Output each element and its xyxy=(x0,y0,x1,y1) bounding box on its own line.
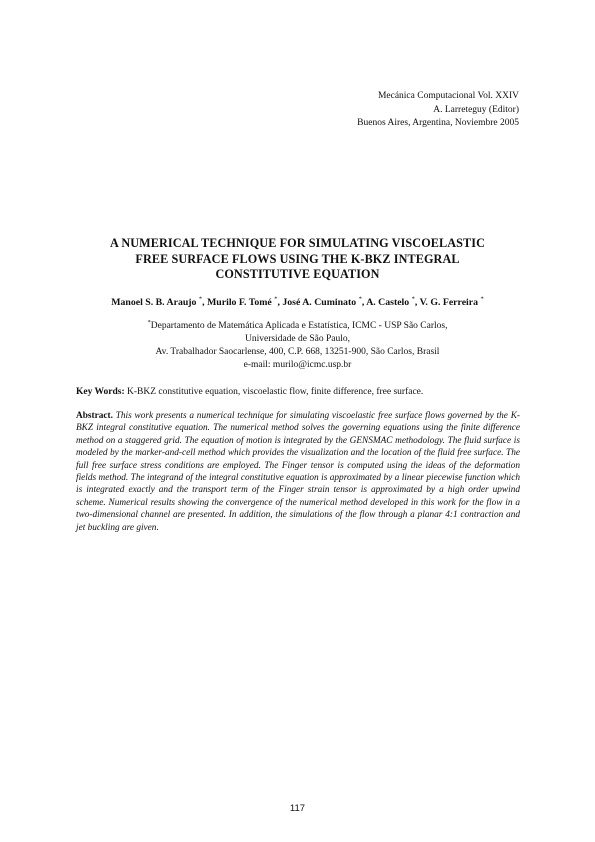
affiliation-mark: * xyxy=(147,318,151,326)
affiliation-university: Universidade de São Paulo, xyxy=(244,334,350,344)
title-line-2: FREE SURFACE FLOWS USING THE K-BKZ INTEGRAL xyxy=(135,251,460,266)
abstract-text: This work presents a numerical technique for simulating viscoelastic free surface flows governed by the K-BKZ integral constitutive equation. The numerical method solves the governing equations using the finite difference method on a staggered grid. The equation of motion is integrated by the GENSMAC methodology. The fluid surface is modeled by the marker-and-cell method which provides the visualization and the location of the fluid free surface. The full free surface stress conditions are employed. The Finger tensor is computed using the ideas of the deformation fields method. The integrand of the integral constitutive equation is approximated by a linear piecewise function which is integrated exactly and the transport term of the Finger strain tensor is approximated by a high order upwind scheme. Numerical results showing the convergence of the numerical method developed in this work for the flow in a two-dimensional channel are presented. In addition, the simulations of the flow through a planar 4:1 contraction and jet buckling are given. xyxy=(76,411,520,533)
keywords xyxy=(76,386,520,399)
journal-header xyxy=(357,90,519,131)
keywords-label: Key Words: xyxy=(76,387,125,397)
abstract-label: Abstract. xyxy=(76,411,113,421)
affiliation-line-1 xyxy=(70,320,525,333)
author-affiliation-mark: * xyxy=(411,295,415,303)
affiliation-address: Av. Trabalhador Saocarlense, 400, C.P. 668, 13251-900, São Carlos, Brasil xyxy=(155,347,440,357)
author-name: Murilo F. Tomé xyxy=(207,297,272,308)
author-affiliation-mark: * xyxy=(198,295,203,303)
affiliation-block xyxy=(70,320,525,372)
author-name: A. Castelo xyxy=(366,297,410,308)
author-affiliation-mark: * xyxy=(358,295,362,303)
abstract xyxy=(76,410,520,534)
affiliation-email: e-mail: murilo@icmc.usp.br xyxy=(243,360,352,370)
journal-name: Mecánica Computacional Vol. XXIV xyxy=(377,91,519,101)
keywords-text: K-BKZ constitutive equation, viscoelastic flow, finite difference, free surface. xyxy=(127,387,424,397)
author-affiliation-mark: * xyxy=(274,295,278,303)
author-name: V. G. Ferreira xyxy=(419,297,479,308)
journal-location-date: Buenos Aires, Argentina, Noviembre 2005 xyxy=(357,118,519,128)
author-list: Manoel S. B. Araujo *, Murilo F. Tomé *, José A. Cuminato *, A. Castelo *, V. G. Ferreira * xyxy=(111,295,484,308)
page-number: 117 xyxy=(289,803,306,814)
author-name: Manoel S. B. Araujo xyxy=(111,297,197,308)
title-line-3: CONSTITUTIVE EQUATION xyxy=(215,267,380,281)
author-name: José A. Cuminato xyxy=(282,297,357,308)
title-line-1: A NUMERICAL TECHNIQUE FOR SIMULATING VISCOELASTIC xyxy=(110,236,485,250)
author-affiliation-mark: * xyxy=(480,295,484,303)
affiliation-department: Departamento de Matemática Aplicada e Estatística, ICMC - USP São Carlos, xyxy=(150,321,448,331)
journal-editor: A. Larreteguy (Editor) xyxy=(433,104,519,115)
paper-title xyxy=(70,236,525,283)
